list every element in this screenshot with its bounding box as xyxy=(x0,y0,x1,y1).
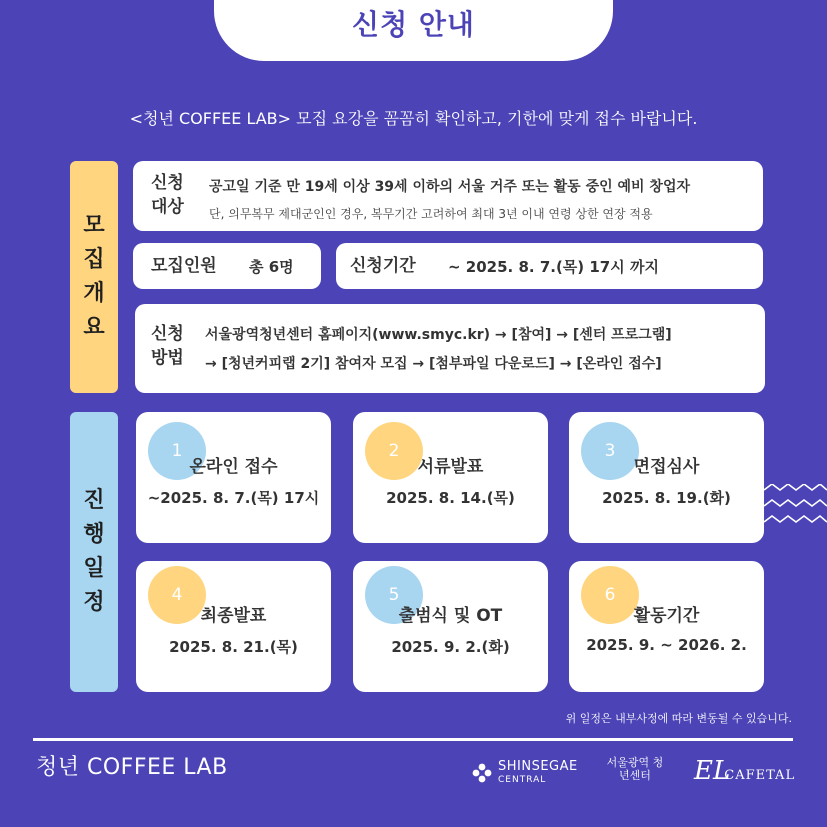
cafetal-text: CAFETAL xyxy=(724,768,796,783)
step-number: 6 xyxy=(604,585,616,605)
step-title: 최종발표 xyxy=(200,606,267,626)
target-note: 단, 의무복무 제대군인인 경우, 복무기간 고려하여 최대 3년 이내 연령 상한 연장 적용 xyxy=(209,207,653,221)
el-mark: EL xyxy=(694,756,731,786)
title-tab xyxy=(214,0,613,61)
overview-side-label xyxy=(70,161,118,393)
step-number: 4 xyxy=(171,585,183,605)
schedule-side-char: 진 xyxy=(83,488,105,513)
period-value: ~ 2025. 8. 7.(목) 17시 까지 xyxy=(448,258,659,276)
step-card xyxy=(136,412,331,543)
step-number: 1 xyxy=(171,441,183,461)
smyc-logo: 서울광역 청년센터 xyxy=(606,756,664,782)
step-date: 2025. 8. 14.(목) xyxy=(386,489,515,507)
step-title: 활동기간 xyxy=(633,606,700,626)
period-card xyxy=(336,243,763,289)
method-line2: → [청년커피랩 2기] 참여자 모집 → [첨부파일 다운로드] → [온라인 접수] xyxy=(205,356,662,372)
step-number: 3 xyxy=(604,441,616,461)
shinsegae-logo xyxy=(472,760,578,786)
step-card xyxy=(353,412,548,543)
recruit-card xyxy=(133,243,321,289)
brand-logo-text: 청년 COFFEE LAB xyxy=(36,755,228,780)
overview-side-char: 요 xyxy=(83,315,105,340)
schedule-side-label xyxy=(70,412,118,692)
step-date: ~2025. 8. 7.(목) 17시 xyxy=(147,489,320,507)
footer-divider xyxy=(33,738,793,741)
step-date: 2025. 9. 2.(화) xyxy=(391,638,510,656)
target-label: 신청 대상 xyxy=(151,173,184,217)
elcafetal-logo xyxy=(694,756,795,786)
step-date: 2025. 8. 21.(목) xyxy=(169,638,298,656)
method-line1: 서울광역청년센터 홈페이지(www.smyc.kr) → [참여] → [센터 프로그램] xyxy=(205,327,672,343)
step-date: 2025. 9. ~ 2026. 2. xyxy=(586,636,747,654)
step-title: 서류발표 xyxy=(417,457,484,477)
schedule-side-char: 정 xyxy=(83,590,105,615)
step-date: 2025. 8. 19.(화) xyxy=(602,489,731,507)
step-number: 2 xyxy=(388,441,400,461)
step-number: 5 xyxy=(388,585,400,605)
overview-side-char: 개 xyxy=(83,281,105,306)
step-card xyxy=(569,561,764,692)
schedule-side-char: 일 xyxy=(83,556,105,581)
step-title: 면접심사 xyxy=(633,457,700,477)
central-text: CENTRAL xyxy=(498,775,547,785)
zigzag-decoration xyxy=(764,484,827,530)
step-card xyxy=(353,561,548,692)
target-main: 공고일 기준 만 19세 이상 39세 이하의 서울 거주 또는 활동 중인 예비 창업자 xyxy=(209,179,690,195)
method-card xyxy=(135,304,765,393)
flower-icon xyxy=(472,763,492,783)
step-card xyxy=(136,561,331,692)
recruit-value: 총 6명 xyxy=(249,258,294,276)
target-card xyxy=(133,161,763,231)
page-title: 신청 안내 xyxy=(352,8,475,41)
step-card xyxy=(569,412,764,543)
shinsegae-text: SHINSEGAE xyxy=(498,759,578,774)
step-title: 출범식 및 OT xyxy=(398,606,503,626)
recruit-label: 모집인원 xyxy=(151,256,217,276)
overview-side-char: 모 xyxy=(83,213,105,238)
method-label: 신청 방법 xyxy=(151,324,184,368)
schedule-note: 위 일정은 내부사정에 따라 변동될 수 있습니다. xyxy=(565,712,792,725)
schedule-side-char: 행 xyxy=(83,522,105,547)
step-title: 온라인 접수 xyxy=(189,457,278,477)
period-label: 신청기간 xyxy=(350,256,416,276)
overview-side-char: 집 xyxy=(83,247,105,272)
intro-text: <청년 COFFEE LAB> 모집 요강을 꼼꼼히 확인하고, 기한에 맞게 접수 바랍니다. xyxy=(129,109,698,128)
